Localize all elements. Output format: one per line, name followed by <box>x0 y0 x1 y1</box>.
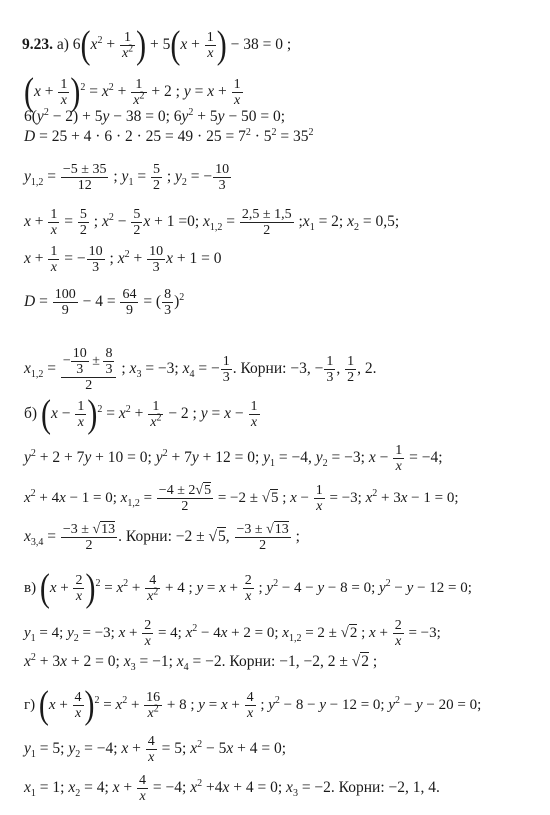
line-5 <box>0 162 550 193</box>
discriminant-a: $D = 25 + 4 \cdot 6 \cdot 2 \cdot 25 = 49 \cdot 25 = 7^2 \cdot 5^2 = 35^2$ <box>24 126 314 145</box>
substitution-line-a: (x + $\frac{1}{x}$ )$^2 = x^2$ + $\frac{1}{x^2}$ + 2 ; y = x + $\frac{1}{x}$ <box>24 70 241 114</box>
line-8 <box>0 287 550 318</box>
line-17 <box>0 683 550 727</box>
case-y2-a: x + $\frac{1}{x}$ = − $\frac{10}{3}$ ; $x^2$ + $\frac{10}{3}$ x + 1 = 0 <box>24 244 222 275</box>
case-y1-b: $x^2 + 4x - 1 = 0$; $x_{1,2}$ = $\frac{-4 \pm 2√5}{2}$ = −2 ± √5 ; x − $\frac{1}{x}$ = −3; $x^2 + 3x - 1 = 0$; <box>24 483 459 514</box>
case-y1-c: $y_1 = 4$; $y_2 = -3$; x + $\frac{2}{x}$ = 4; $x^2 - 4x + 2 = 0$; $x_{1,2} = 2 \pm √2$ ; x + $\frac{2}{x}$ = −3; <box>24 618 441 649</box>
substitution-line-c: в) (x + $\frac{2}{x}$ )$^2 = x^2$ + $\frac{4}{x^2}$ + 4 ; y = x + $\frac{2}{x}$ ; $y^2 - 4 - y - 8 = 0$; $y^2 - y - 12 = 0$; <box>24 566 472 610</box>
line-2 <box>0 70 550 114</box>
line-4 <box>0 126 550 145</box>
case-y1-d: $y_1 = 5$; $y_2 = -4$; x + $\frac{4}{x}$ = 5; $x^2 - 5x + 4 = 0$; <box>24 734 287 765</box>
problem-line-1: 9.23. а) $6(x^2$ + $\frac{1}{x^2}$ ) + 5(x + $\frac{1}{x}$ ) − 38 = 0 ; <box>22 23 292 67</box>
line-16 <box>0 651 550 674</box>
line-13 <box>0 522 550 553</box>
answer-a: $x_{1,2}$ = − $\frac{10}{3}$ ± $\frac{8}{3}$ 2 ; $x_3 = -3$; $x_4$ = − $\frac{1}{3}$ . Корни: −3, − $\frac{1}{3}$ , $\frac{1}{2}$ , 2. <box>24 346 377 393</box>
part-c-label: в) <box>24 579 37 596</box>
substitution-line-d: г) (x + $\frac{4}{x}$ )$^2 = x^2$ + $\frac{16}{x^2}$ + 8 ; y = x + $\frac{4}{x}$ ; $y^2 - 8 - y - 12 = 0$; $y^2 - y - 20 = 0$; <box>24 683 482 727</box>
line-11 <box>0 443 550 474</box>
part-d-label: г) <box>24 696 36 713</box>
line-14 <box>0 566 550 610</box>
y-roots-a: $y_{1,2}$ = $\frac{-5 \pm 35}{12}$ ; $y_1$ = $\frac{5}{2}$ ; $y_2$ = − $\frac{10}{3}$ <box>24 162 230 193</box>
substitution-line-b: б) (x − $\frac{1}{x}$ )$^2 = x^2$ + $\frac{1}{x^2}$ − 2 ; y = x − $\frac{1}{x}$ <box>24 392 258 436</box>
line-12 <box>0 483 550 514</box>
problem-number: 9.23. <box>22 36 53 54</box>
line-19 <box>0 773 550 804</box>
line-6 <box>0 207 550 238</box>
line-1 <box>0 23 550 67</box>
y-roots-b: $y^2 + 2 + 7y + 10 = 0$; $y^2 + 7y + 12 = 0$; $y_1 = -4$, $y_2 = -3$; x − $\frac{1}{x}$ = −4; <box>24 443 443 474</box>
discriminant-a-2: D = $\frac{100}{9}$ − 4 = $\frac{64}{9}$ = ( $\frac{8}{3}$ )$^2$ <box>24 287 185 318</box>
line-15 <box>0 618 550 649</box>
line-3 <box>0 106 550 125</box>
line-18 <box>0 734 550 765</box>
answer-d: $x_1 = 1$; $x_2 = 4$; x + $\frac{4}{x}$ = −4; $x^2 +4x + 4 = 0$; $x_3 = -2$. Корни: −2, 1, 4. <box>24 773 440 804</box>
answer-b: $x_{3,4}$ = $\frac{-3 \pm √13}{2}$ . Корни: −2 ± √5, $\frac{-3 \pm √13}{2}$ ; <box>24 522 300 553</box>
answer-c: $x^2 + 3x + 2 = 0$; $x_3 = -1$; $x_4 = -2$. Корни: −1, −2, 2 ± √2 ; <box>24 651 378 674</box>
case-y1-a: x + $\frac{1}{x}$ = $\frac{5}{2}$ ; $x^2$ − $\frac{5}{2}$ x + 1 =0; $x_{1,2}$ = $\frac{2,5 \pm 1,5}{2}$ $;x_1 = 2$; $x_2 = 0,5$; <box>24 207 400 238</box>
line-10 <box>0 392 550 436</box>
equation-in-y-a: $6(y^2 - 2) + 5y - 38 = 0$; $6y^2 + 5y - 50 = 0$; <box>24 106 286 125</box>
line-9 <box>0 346 550 393</box>
line-7 <box>0 244 550 275</box>
part-b-label: б) <box>24 405 38 423</box>
part-a-label: а) <box>56 36 69 54</box>
